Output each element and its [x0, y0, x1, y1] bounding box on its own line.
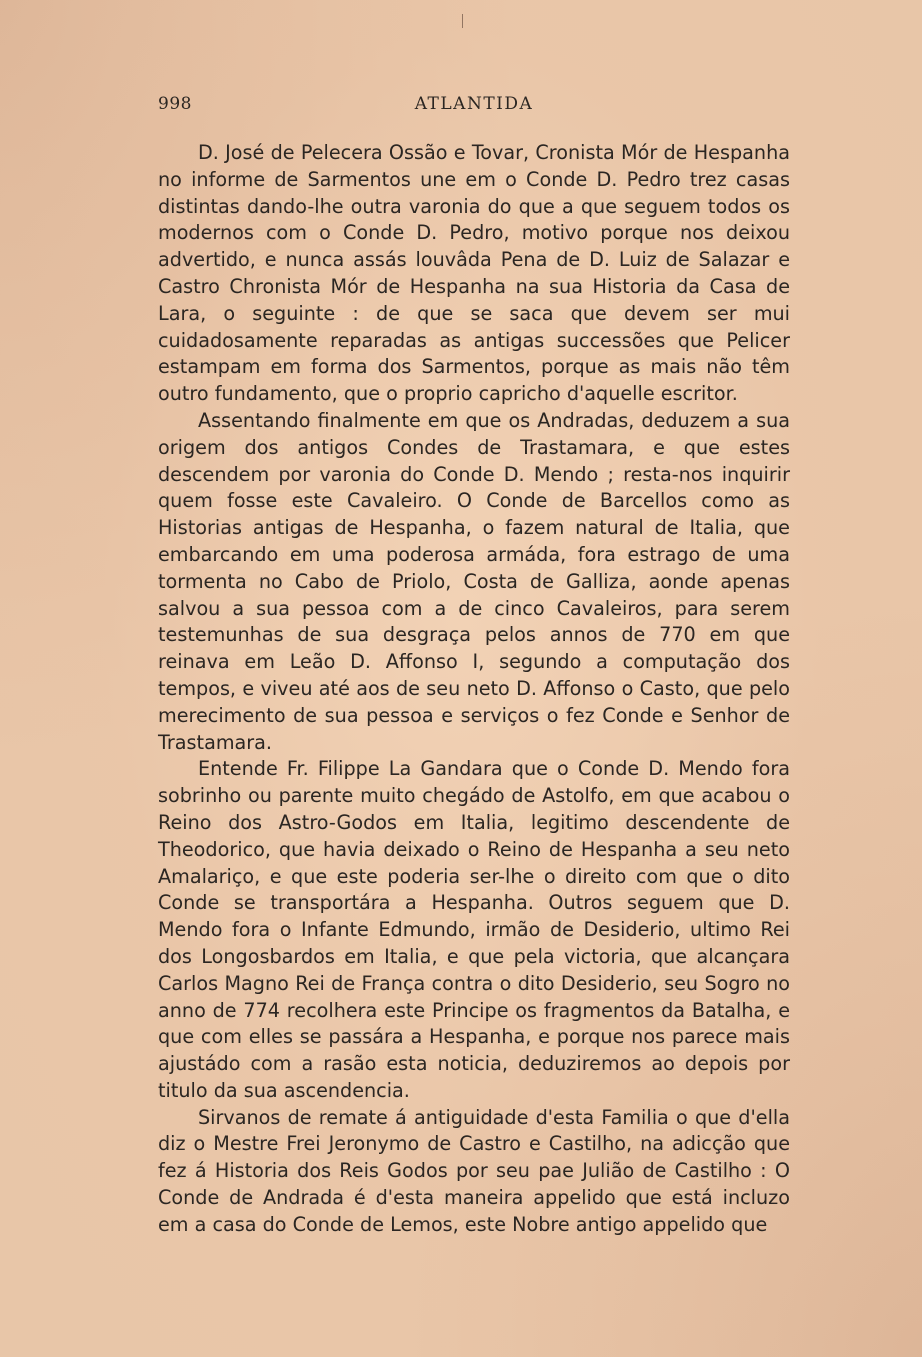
paragraph-1: D. José de Pelecera Ossão e Tovar, Cronista Mór de Hespanha no informe de Sarmentos une em o Conde D. Pedro trez casas distintas dando-lhe outra varonia do que a que seguem todos os modernos com o Conde D. Pedro, motivo porque nos deixou advertido, e nunca assás louvâda Pena de D. Luiz de Salazar e Castro Chronista Mór de Hespanha na sua Historia da Casa de Lara, o seguinte : de que se saca que devem ser mui cuidadosamente reparadas as antigas successões que Pelicer estampam em forma dos Sarmentos, porque as mais não têm outro fundamento, que o proprio capricho d'aquelle escritor.: [158, 141, 790, 406]
page-fold-mark: [462, 14, 463, 28]
paragraph-4: Sirvanos de remate á antiguidade d'esta Familia o que d'ella diz o Mestre Frei Jeronymo de Castro e Castilho, na adicção que fez á Historia dos Reis Godos por seu pae Julião de Castilho : O Conde de Andrada é d'esta maneira appelido que está incluzo em a casa do Conde de Lemos, este Nobre antigo appelido que: [158, 1105, 790, 1236]
body-text: [158, 140, 790, 1239]
running-title: ATLANTIDA: [414, 94, 534, 114]
paragraph-3: Entende Fr. Filippe La Gandara que o Conde D. Mendo fora sobrinho ou parente muito chegádo de Astolfo, em que acabou o Reino dos Astro-Godos em Italia, legitimo descendente de Theodorico, que havia deixado o Reino de Hespanha a seu neto Amalariço, e que este poderia ser-lhe o direito com que o dito Conde se transportára a Hespanha. Outros seguem que D. Mendo fora o Infante Edmundo, irmão de Desiderio, ultimo Rei dos Longosbardos em Italia, e que pela victoria, que alcançara Carlos Magno Rei de França contra o dito Desiderio, seu Sogro no anno de 774 recolhera este Principe os fragmentos da Batalha, e que com elles se passára a Hespanha, e porque nos parece mais ajustádo com a rasão esta noticia, deduziremos ao depois por titulo da sua ascendencia.: [158, 757, 790, 1102]
paragraph-2: Assentando finalmente em que os Andradas, deduzem a sua origem dos antigos Condes de Trastamara, e que estes descendem por varonia do Conde D. Mendo ; resta-nos inquirir quem fosse este Cavaleiro. O Conde de Barcellos como as Historias antigas de Hespanha, o fazem natural de Italia, que embarcando em uma poderosa armáda, fora estrago de uma tormenta no Cabo de Priolo, Costa de Galliza, aonde apenas salvou a sua pessoa com a de cinco Cavaleiros, para serem testemunhas de sua desgraça pelos annos de 770 em que reinava em Leão D. Affonso I, segundo a computação dos tempos, e viveu até aos de seu neto D. Affonso o Casto, que pelo merecimento de sua pessoa e serviços o fez Conde e Senhor de Trastamara.: [158, 408, 790, 754]
page-number: 998: [158, 94, 192, 114]
page-header: [158, 94, 790, 122]
